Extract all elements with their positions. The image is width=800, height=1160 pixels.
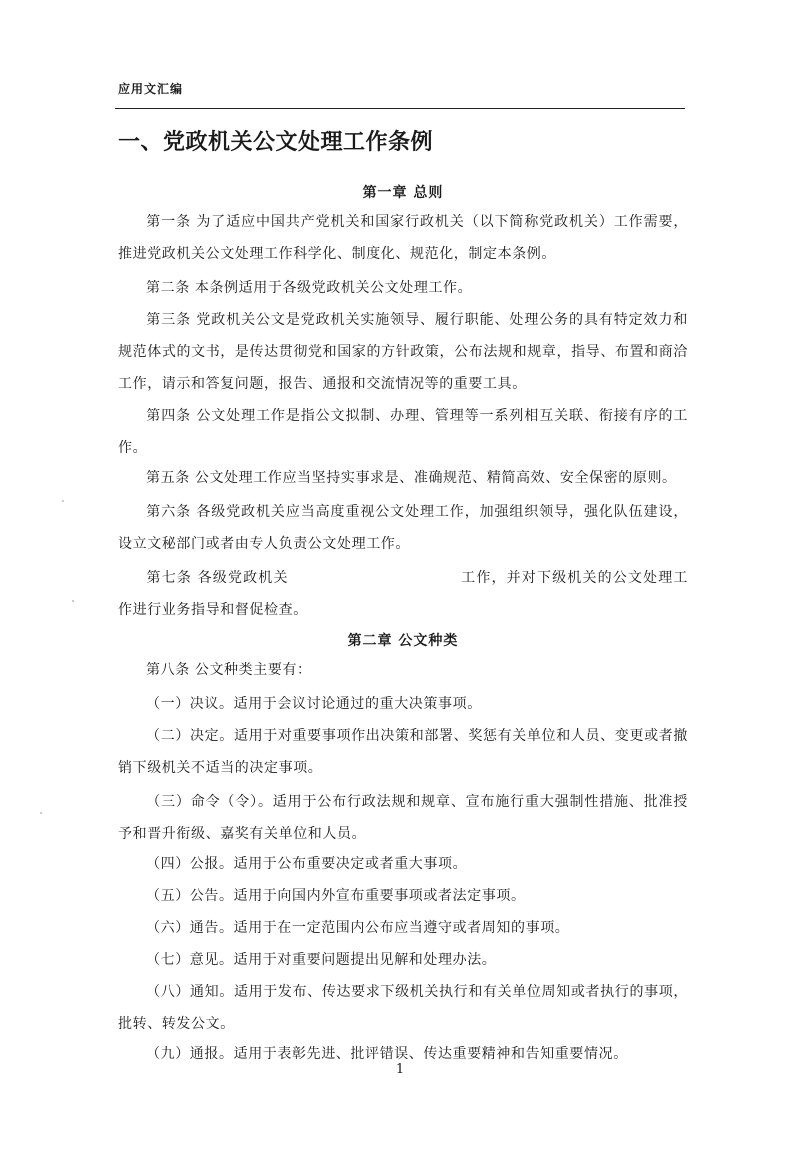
article-2 (118, 272, 688, 304)
article-2-text: 第二条 本条例适用于各级党政机关公文处理工作。 (146, 280, 473, 296)
list-item (118, 944, 688, 976)
list-item-text: （三）命令（令）。适用于公布行政法规和规章、宣布施行重大强制性措施、批准授予和晋升衔级、嘉奖有关单位和人员。 (118, 794, 688, 842)
list-item (118, 848, 688, 880)
list-item (118, 688, 688, 720)
list-item (118, 786, 688, 850)
list-item (118, 912, 688, 944)
list-item-text: （五）公告。适用于向国内外宣布重要事项或者法定事项。 (146, 888, 526, 904)
list-item (118, 880, 688, 912)
list-item-text: （八）通知。适用于发布、传达要求下级机关执行和有关单位周知或者执行的事项，批转、转发公文。 (118, 984, 688, 1032)
article-7-start: 第七条 各级党政机关 (146, 570, 289, 586)
list-item (118, 720, 688, 784)
article-8-intro (118, 654, 688, 686)
article-7 (118, 562, 688, 626)
article-1-text: 第一条 为了适应中国共产党机关和国家行政机关（以下简称党政机关）工作需要，推进党政机关公文处理工作科学化、制度化、规范化，制定本条例。 (118, 214, 688, 262)
article-4 (118, 400, 688, 464)
chapter-1-heading: 第一章 总则 (362, 185, 444, 201)
article-5 (118, 462, 688, 494)
list-item (118, 976, 688, 1040)
scan-speck (72, 600, 74, 602)
article-7-rest: 工作，并对下级机关的公文处理工作进行业务指导和督促检查。 (118, 570, 689, 618)
page-number: 1 (395, 1062, 405, 1077)
list-item-text: （四）公报。适用于公布重要决定或者重大事项。 (146, 856, 468, 872)
running-header: 应用文汇编 (118, 82, 184, 96)
article-5-text: 第五条 公文处理工作应当坚持实事求是、准确规范、精简高效、安全保密的原则。 (146, 470, 677, 486)
document-title: 一、党政机关公文处理工作条例 (118, 130, 434, 155)
scan-speck (62, 500, 64, 502)
article-4-text: 第四条 公文处理工作是指公文拟制、办理、管理等一系列相互关联、衔接有序的工作。 (118, 408, 688, 456)
article-8-intro-text: 第八条 公文种类主要有： (146, 662, 312, 678)
list-item-text: （一）决议。适用于会议讨论通过的重大决策事项。 (146, 696, 482, 712)
chapter-2-heading: 第二章 公文种类 (347, 633, 459, 649)
article-3 (118, 304, 688, 400)
article-6-text: 第六条 各级党政机关应当高度重视公文处理工作，加强组织领导，强化队伍建设，设立文秘部门或者由专人负责公文处理工作。 (118, 504, 688, 552)
header-rule (115, 108, 685, 109)
list-item-text: （七）意见。适用于对重要问题提出见解和处理办法。 (146, 952, 497, 968)
list-item-text: （二）决定。适用于对重要事项作出决策和部署、奖惩有关单位和人员、变更或者撤销下级机关不适当的决定事项。 (118, 728, 688, 776)
article-3-text: 第三条 党政机关公文是党政机关实施领导、履行职能、处理公务的具有特定效力和规范体式的文书，是传达贯彻党和国家的方针政策，公布法规和规章，指导、布置和商洽工作，请示和答复问题，报告、通报和交流情况等的重要工具。 (118, 312, 688, 392)
scan-speck (40, 812, 42, 814)
article-1 (118, 206, 688, 270)
list-item-text: （九）通报。适用于表彰先进、批评错误、传达重要精神和告知重要情况。 (146, 1046, 628, 1062)
list-item-text: （六）通告。适用于在一定范围内公布应当遵守或者周知的事项。 (146, 920, 570, 936)
article-6 (118, 496, 688, 560)
